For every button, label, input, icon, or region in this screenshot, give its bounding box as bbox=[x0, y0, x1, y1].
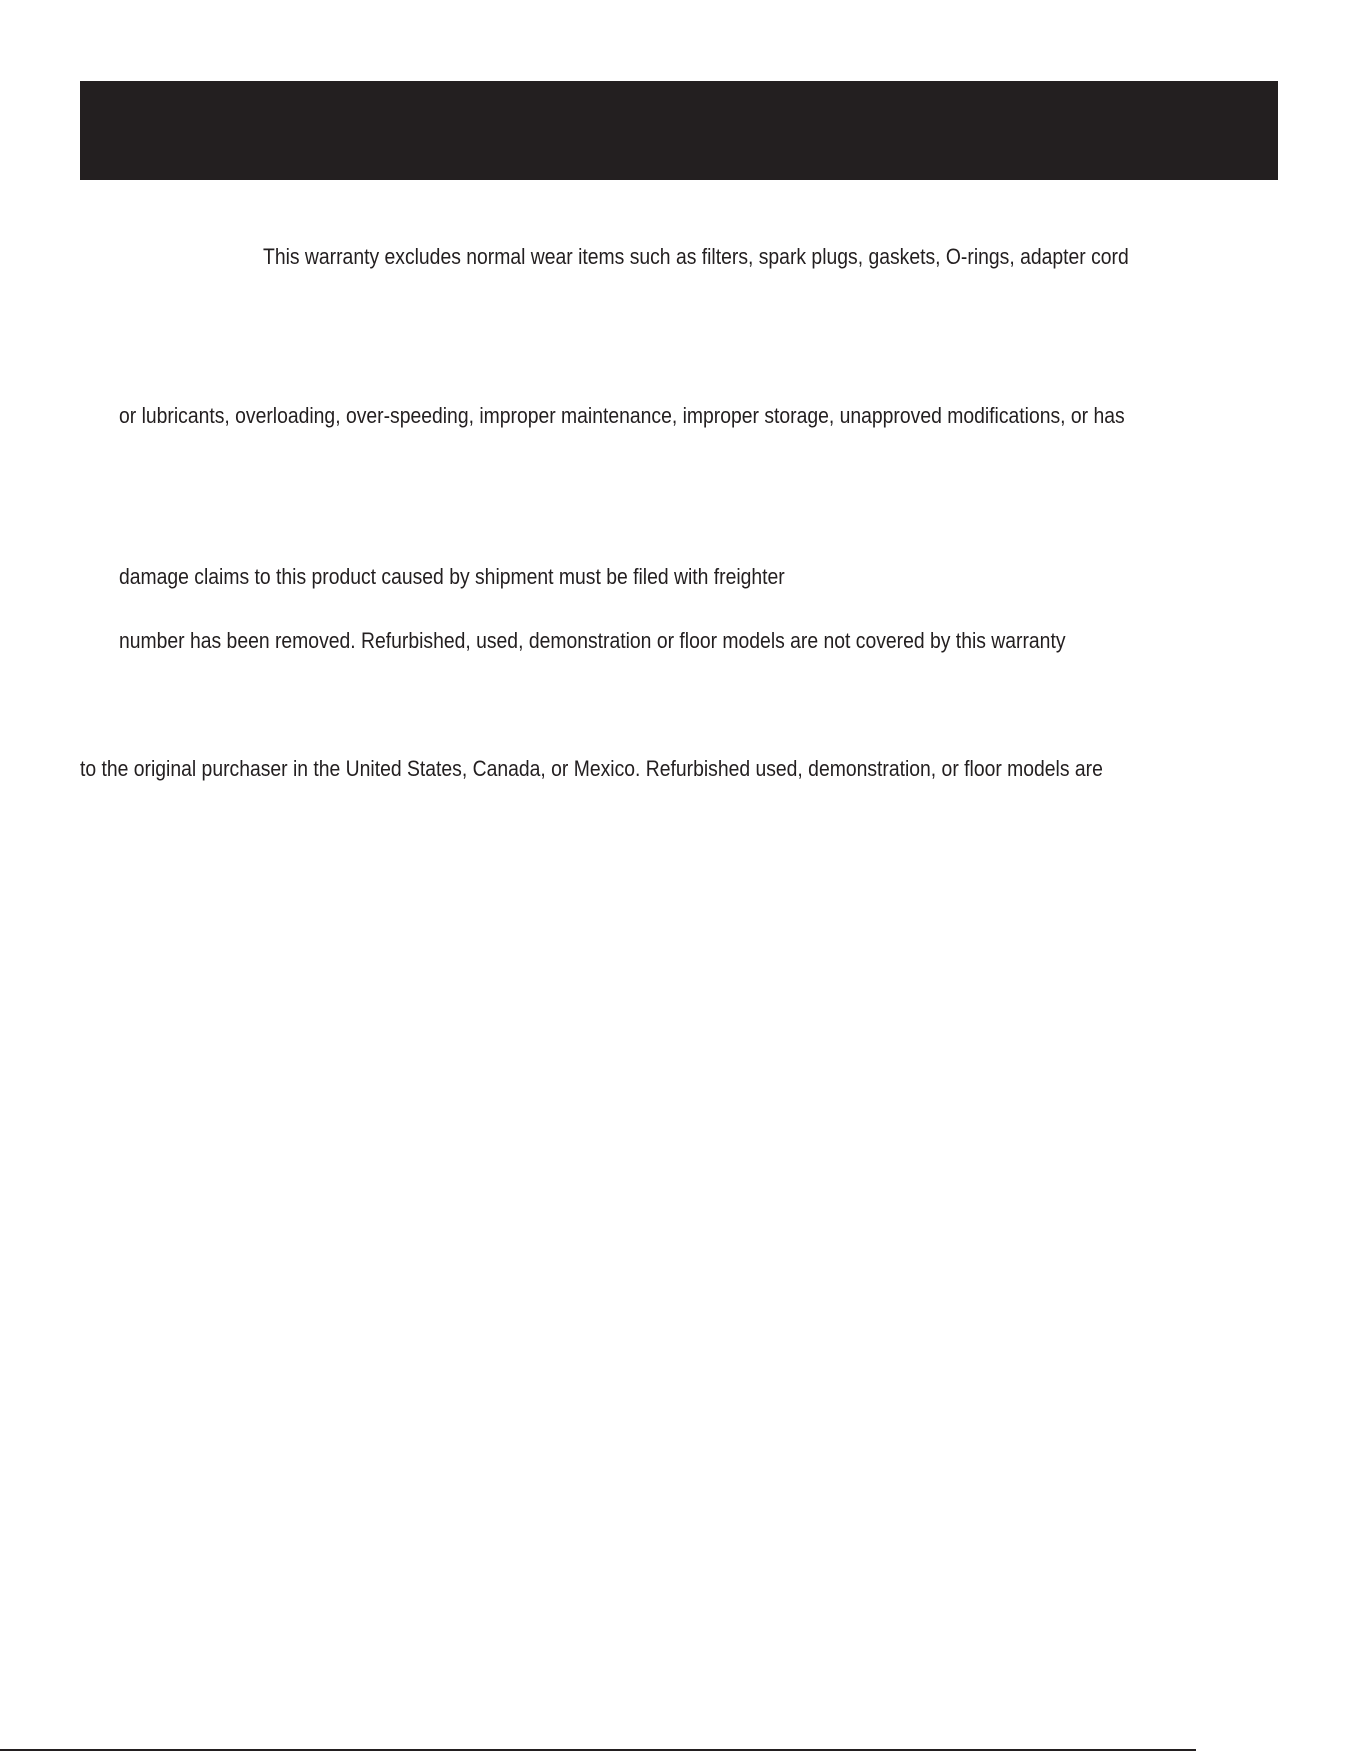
header-bar bbox=[80, 81, 1278, 180]
warranty-text-line: damage claims to this product caused by shipment must be filed with freighter bbox=[119, 564, 785, 589]
warranty-text-line: or lubricants, overloading, over-speeding, improper maintenance, improper storage, unapproved modifications, or has bbox=[119, 403, 1125, 428]
footer-rule bbox=[0, 1749, 1196, 1751]
warranty-text-line: number has been removed. Refurbished, used, demonstration or floor models are not covered by this warranty bbox=[119, 628, 1066, 653]
warranty-text-line: This warranty excludes normal wear items such as filters, spark plugs, gaskets, O-rings, adapter cord bbox=[263, 244, 1129, 269]
warranty-text-line: to the original purchaser in the United States, Canada, or Mexico. Refurbished used, demonstration, or floor models are bbox=[80, 756, 1103, 781]
